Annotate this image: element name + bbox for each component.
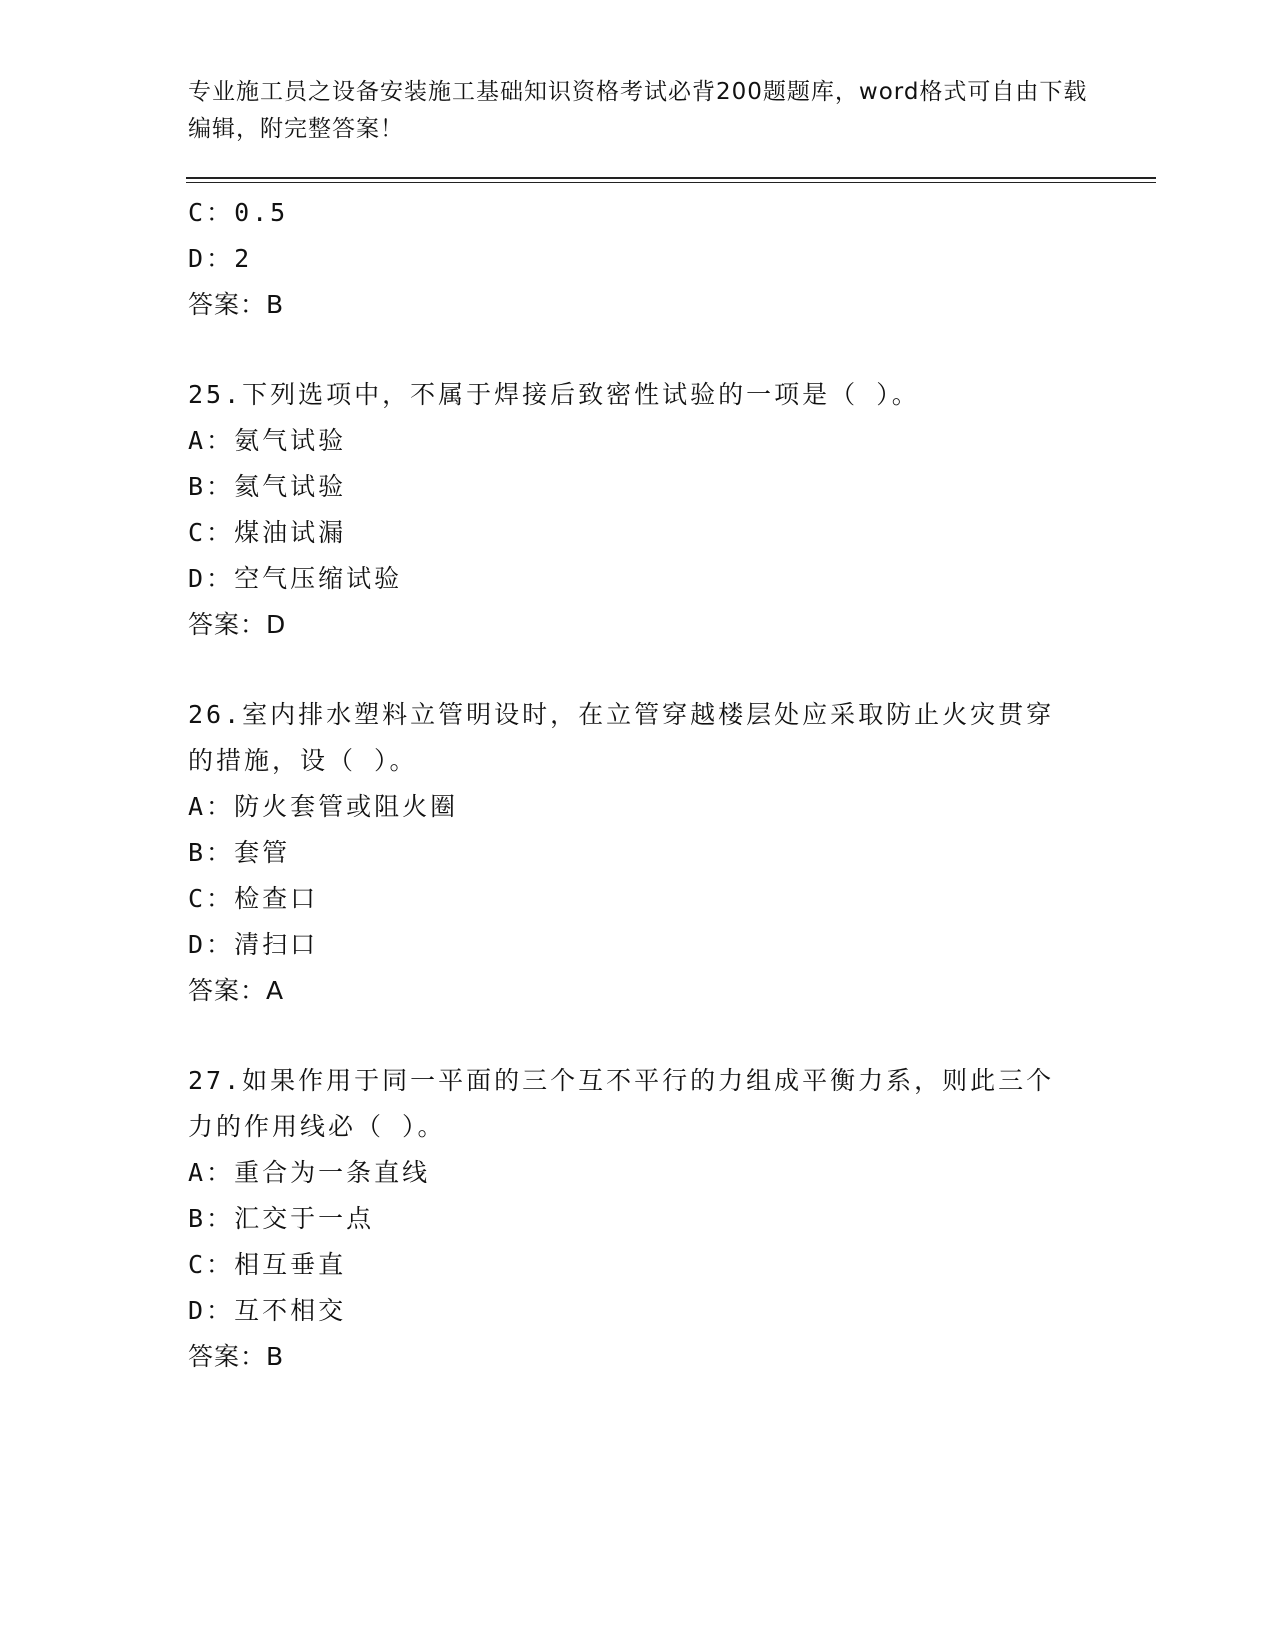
- document-header: [188, 74, 1088, 148]
- option-d: D：清扫口: [188, 930, 319, 959]
- question-stem: 26.室内排水塑料立管明设时，在立管穿越楼层处应采取防止火灾贯穿的措施，设（ ）。: [188, 700, 1055, 775]
- option-b: B：套管: [188, 838, 291, 867]
- option-d: D：2: [188, 244, 253, 273]
- header-rule-thick: [186, 177, 1156, 179]
- option-c: C：检查口: [188, 884, 319, 913]
- question-26: [188, 692, 1088, 1014]
- question-25: [188, 372, 1088, 648]
- option-a: A：重合为一条直线: [188, 1158, 431, 1187]
- option-a: A：防火套管或阻火圈: [188, 792, 459, 821]
- header-rule-thin: [186, 182, 1156, 183]
- answer-line: 答案：B: [188, 290, 285, 319]
- answer-line: 答案：B: [188, 1342, 285, 1371]
- question-stem: 25.下列选项中，不属于焊接后致密性试验的一项是（ ）。: [188, 380, 920, 409]
- option-d: D：空气压缩试验: [188, 564, 403, 593]
- option-c: C：相互垂直: [188, 1250, 347, 1279]
- option-b: B：氦气试验: [188, 472, 347, 501]
- question-stem: 27.如果作用于同一平面的三个互不平行的力组成平衡力系，则此三个力的作用线必（ ）。: [188, 1066, 1055, 1141]
- answer-line: 答案：A: [188, 976, 285, 1005]
- option-a: A：氨气试验: [188, 426, 347, 455]
- option-b: B：汇交于一点: [188, 1204, 375, 1233]
- option-d: D：互不相交: [188, 1296, 347, 1325]
- previous-question-tail: [188, 190, 1088, 328]
- option-c: C：0.5: [188, 198, 289, 227]
- option-c: C：煤油试漏: [188, 518, 347, 547]
- answer-line: 答案：D: [188, 610, 287, 639]
- question-27: [188, 1058, 1088, 1380]
- question-content: [188, 190, 1088, 1380]
- document-title: 专业施工员之设备安装施工基础知识资格考试必背200题题库，word格式可自由下载编辑，附完整答案！: [188, 79, 1088, 142]
